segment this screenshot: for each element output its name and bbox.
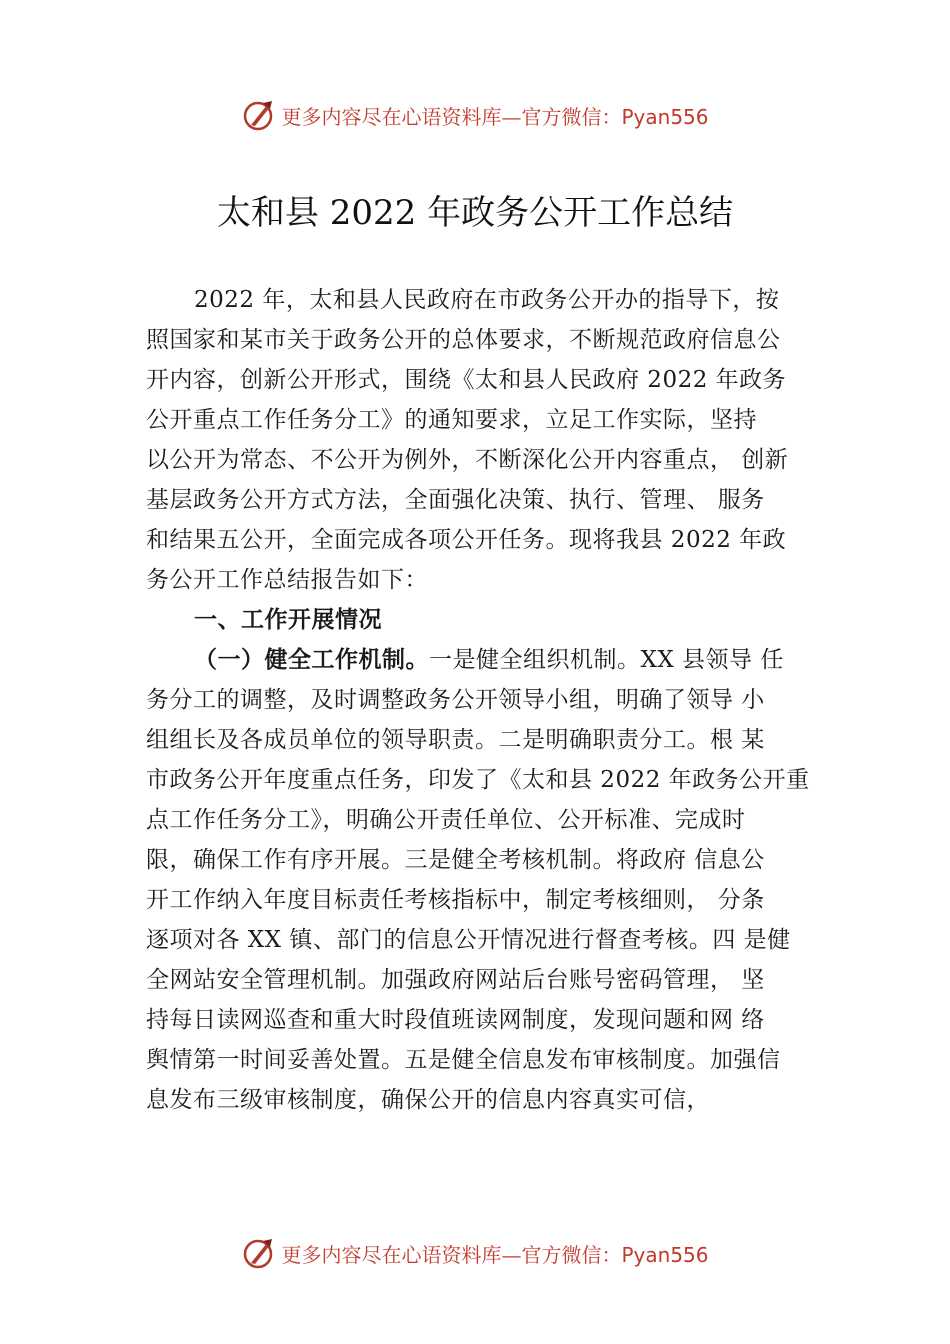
- paragraph-line: 组组长及各成员单位的领导职责。二是明确职责分工。根 某: [146, 727, 765, 753]
- document-body: [146, 280, 836, 1120]
- paragraph-line: 持每日读网巡查和重大时段值班读网制度，发现问题和网 络: [146, 1007, 765, 1033]
- paragraph-line: 基层政务公开方式方法，全面强化决策、执行、管理、 服务: [146, 487, 765, 513]
- paragraph-line: 和结果五公开，全面完成各项公开任务。现将我县 2022 年政: [146, 527, 787, 553]
- wechat-id: Pyan556: [621, 104, 709, 129]
- section-heading: 一、工作开展情况: [194, 607, 382, 633]
- paragraph-line: 开工作纳入年度目标责任考核指标中，制定考核细则， 分条: [146, 887, 765, 913]
- footer-banner: [0, 1233, 950, 1273]
- banner-text: 更多内容尽在心语资料库—官方微信：Pyan556: [281, 104, 709, 129]
- paragraph-line: 舆情第一时间妥善处置。五是健全信息发布审核制度。加强信: [146, 1047, 781, 1073]
- subsection-heading: （一）健全工作机制。: [194, 647, 429, 673]
- quill-logo-icon: [241, 1235, 277, 1271]
- paragraph-line: 全网站安全管理机制。加强政府网站后台账号密码管理， 坚: [146, 967, 765, 993]
- wechat-id: Pyan556: [621, 1242, 709, 1267]
- paragraph-line: 务公开工作总结报告如下：: [146, 567, 428, 593]
- page-title: 太和县 2022 年政务公开工作总结: [216, 193, 734, 233]
- paragraph-line: 息发布三级审核制度，确保公开的信息内容真实可信，: [146, 1087, 710, 1113]
- paragraph-line: 照国家和某市关于政务公开的总体要求，不断规范政府信息公: [146, 327, 781, 353]
- banner-text: 更多内容尽在心语资料库—官方微信：Pyan556: [281, 1242, 709, 1267]
- paragraph-line: 2022 年，太和县人民政府在市政务公开办的指导下，按: [194, 287, 780, 313]
- paragraph-line: 公开重点工作任务分工》的通知要求，立足工作实际，坚持: [146, 407, 757, 433]
- paragraph-line: 限，确保工作有序开展。三是健全考核机制。将政府 信息公: [146, 847, 765, 873]
- paragraph-line: 开内容，创新公开形式，围绕《太和县人民政府 2022 年政务: [146, 367, 787, 393]
- paragraph-line: [146, 640, 836, 680]
- paragraph-line: 点工作任务分工》，明确公开责任单位、公开标准、完成时: [146, 807, 746, 833]
- paragraph-text: 一是健全组织机制。XX 县领导 任: [429, 647, 784, 673]
- paragraph-line: 市政务公开年度重点任务，印发了《太和县 2022 年政务公开重: [146, 767, 810, 793]
- paragraph-line: 务分工的调整，及时调整政务公开领导小组，明确了领导 小: [146, 687, 765, 713]
- paragraph-line: 以公开为常态、不公开为例外，不断深化公开内容重点， 创新: [146, 447, 789, 473]
- quill-logo-icon: [241, 97, 277, 133]
- header-banner: [0, 95, 950, 135]
- paragraph-line: 逐项对各 XX 镇、部门的信息公开情况进行督查考核。四 是健: [146, 927, 791, 953]
